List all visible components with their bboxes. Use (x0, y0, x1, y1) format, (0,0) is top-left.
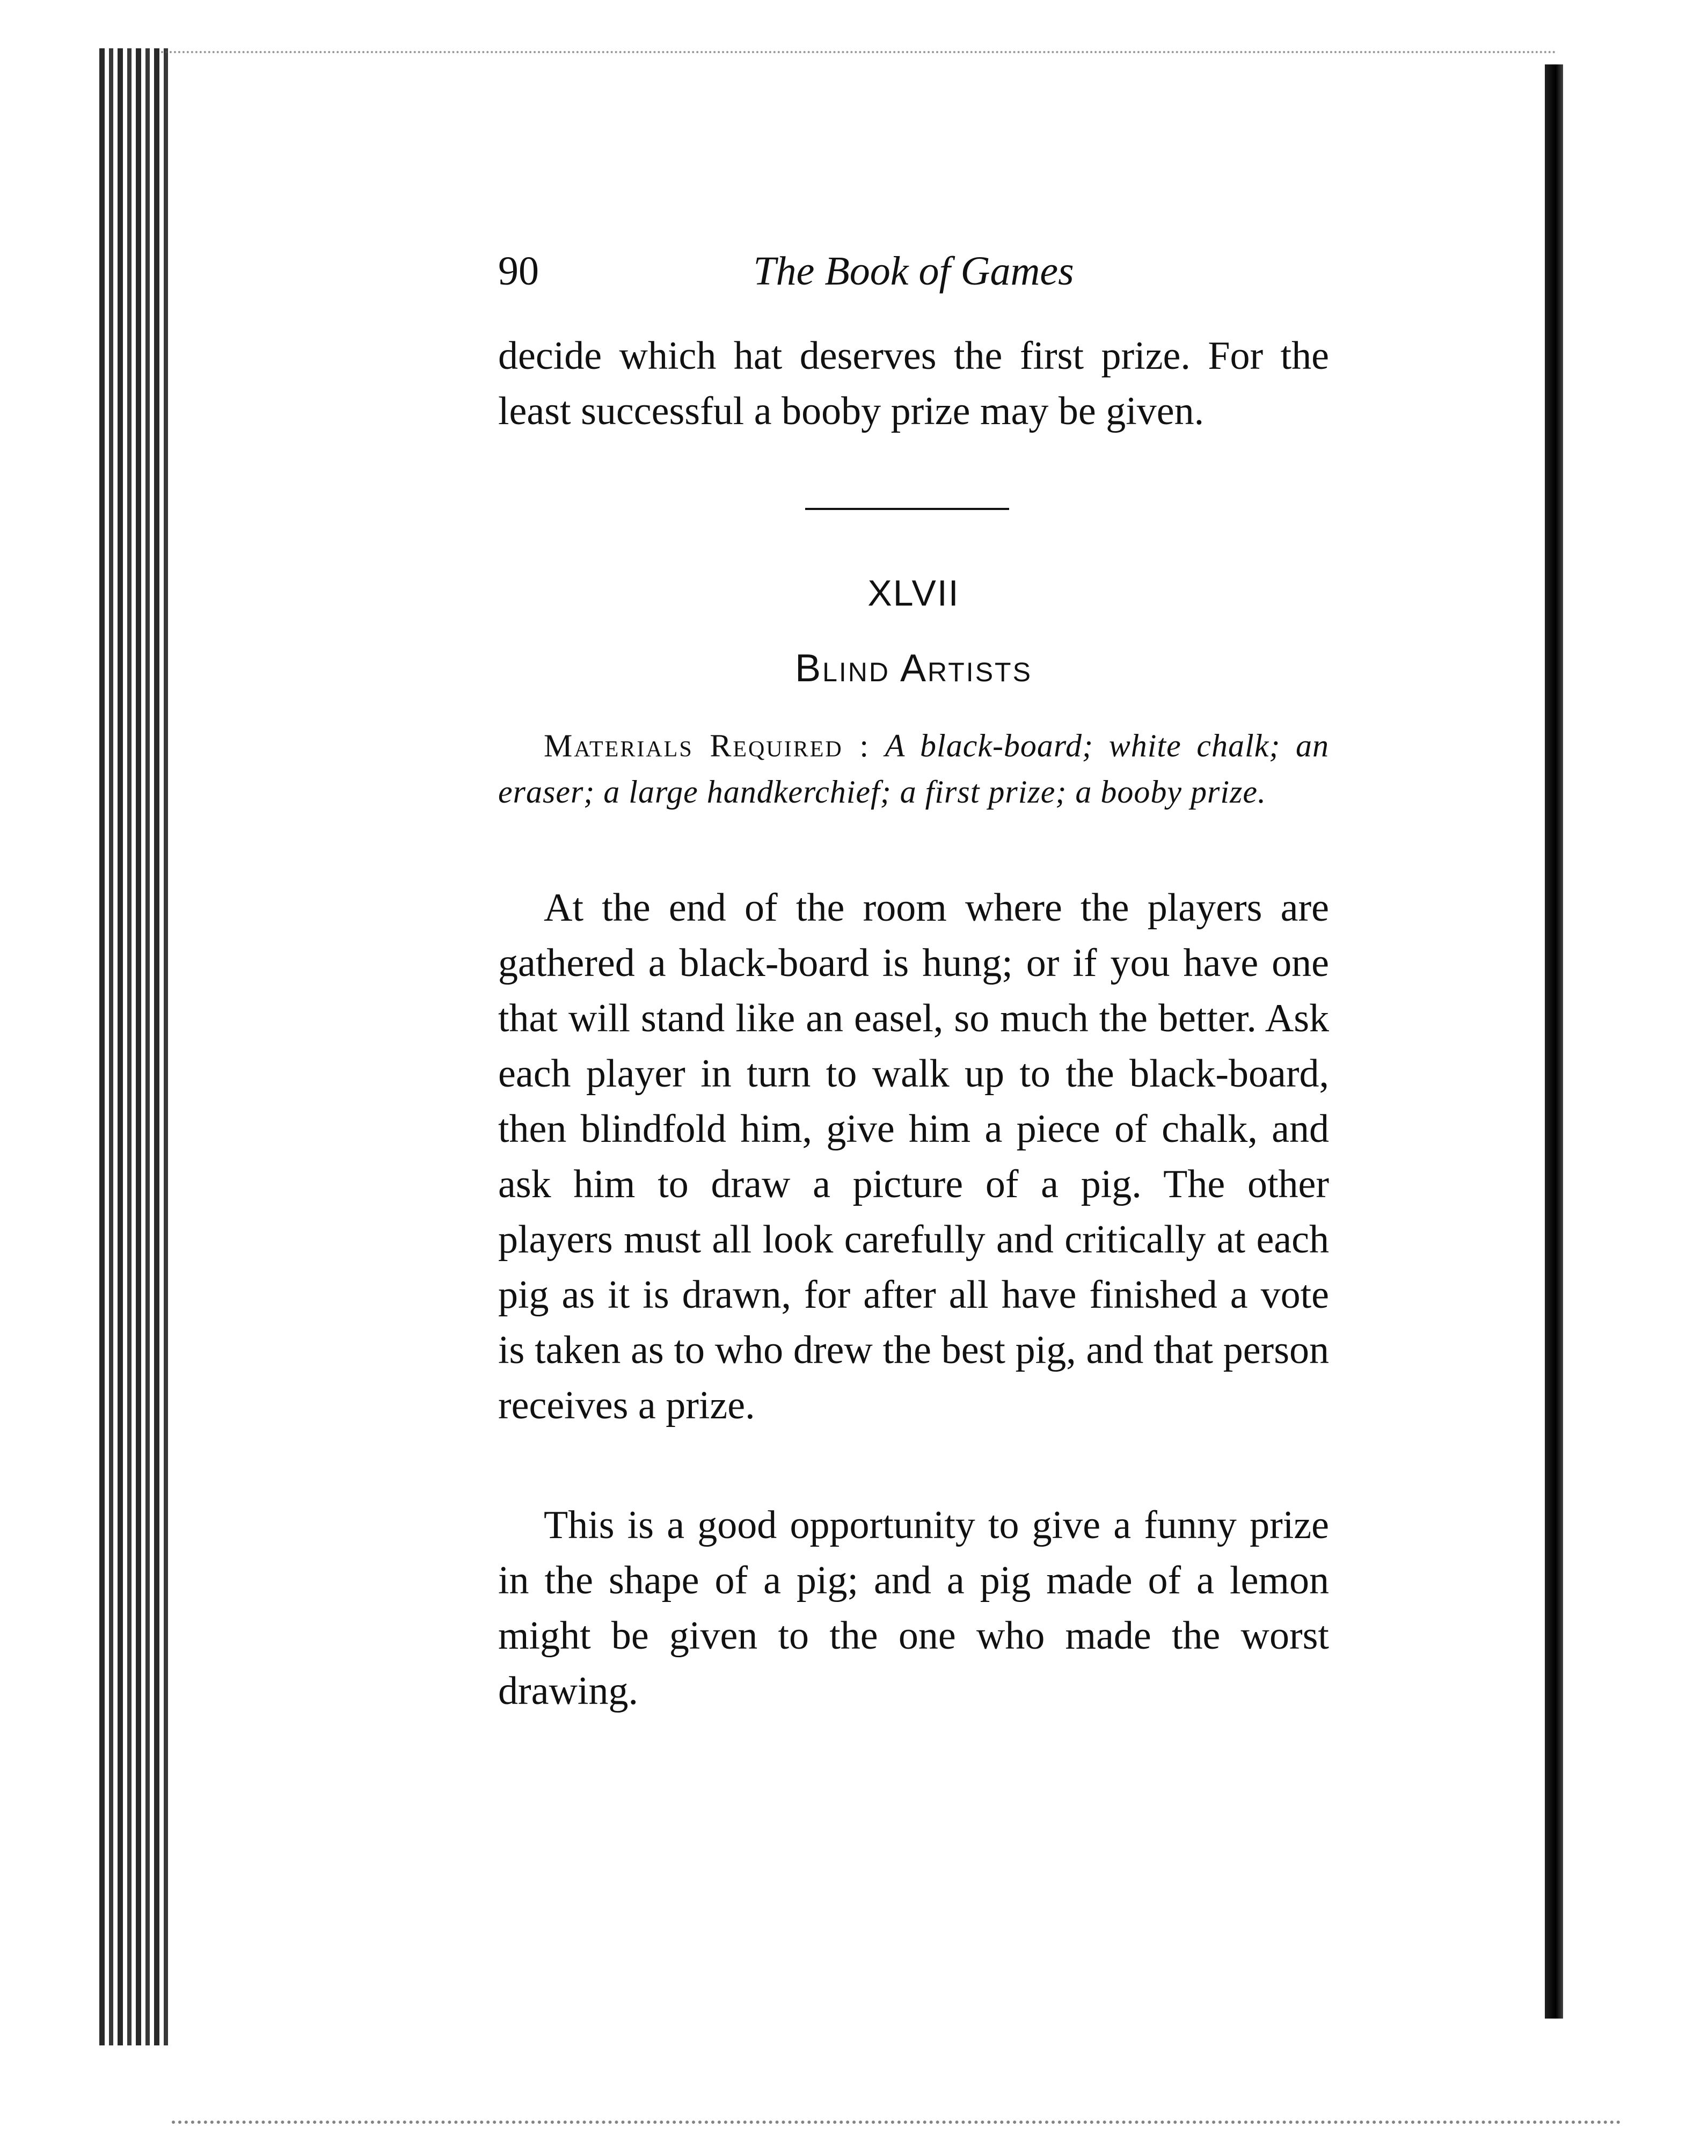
binding-edge-artifact (99, 48, 169, 2045)
materials-list: A black-board; white chalk; an eraser; a large handkerchief; a first prize; a booby prize. (498, 728, 1330, 810)
running-title: The Book of Games (753, 249, 1074, 294)
section-title: Blind Artists (795, 647, 1032, 690)
body-paragraph: At the end of the room where the players are gathered a black-board is hung; or if you have one that will stand like an easel, so much the better. Ask each player in turn to walk up to the black-board, then blindfold him, give him a piece of chalk, and ask him to draw a picture of a pig. The other players must all look carefully and critically at each pig as it is drawn, for after all have finished a vote is taken as to who drew the best pig, and that person receives a prize. (498, 886, 1329, 1427)
materials-required (498, 723, 1329, 815)
page-edge-artifact (1545, 64, 1563, 2019)
top-edge-artifact (161, 51, 1557, 55)
bottom-edge-artifact (172, 2121, 1621, 2127)
body-paragraph: This is a good opportunity to give a funny prize in the shape of a pig; and a pig made of a lemon might be given to the one who made the worst drawing. (498, 1503, 1329, 1713)
section-number: XLVII (867, 573, 960, 614)
materials-label: Materials Required : (544, 728, 871, 763)
previous-paragraph-end: decide which hat deserves the first prize. For the least successful a booby prize may be given. (498, 334, 1329, 433)
page-number: 90 (498, 249, 539, 294)
running-header (498, 242, 1329, 301)
section-divider (805, 508, 1009, 510)
